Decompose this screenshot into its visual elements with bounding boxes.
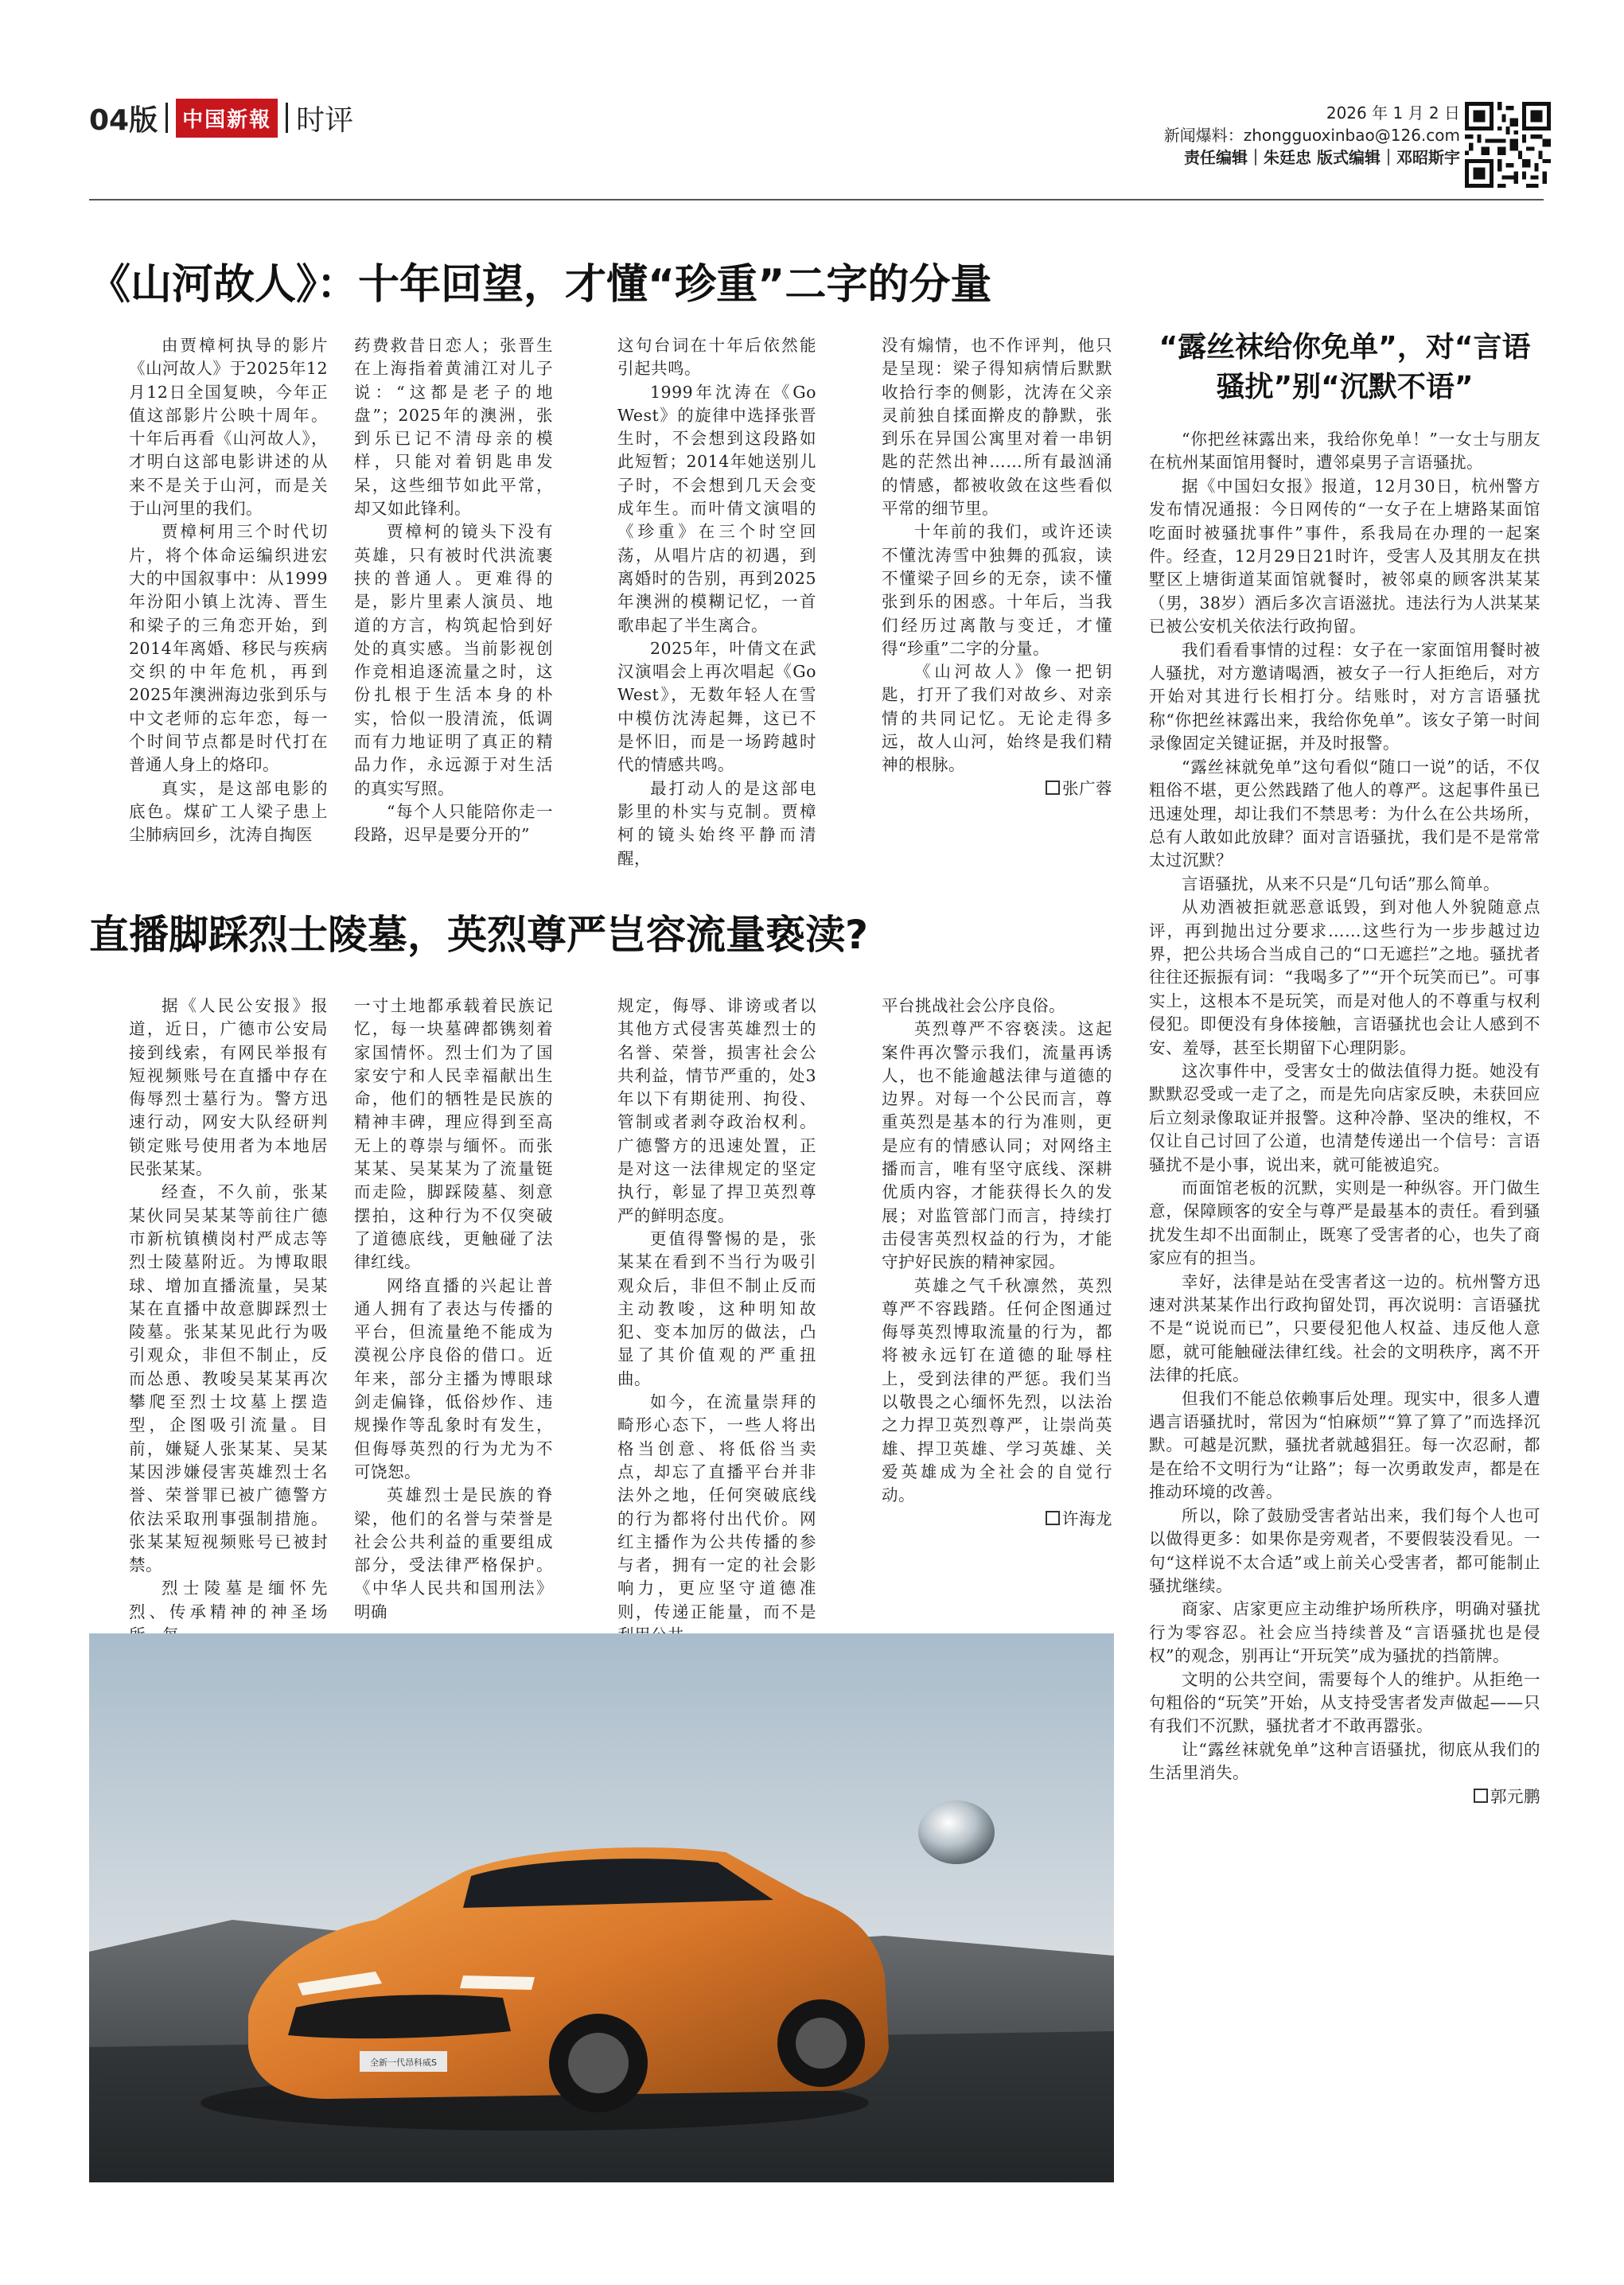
editor-credits: 责任编辑｜朱廷忠 版式编辑｜邓昭斯宇 [1184, 148, 1460, 167]
paragraph: 商家、店家更应主动维护场所秩序，明确对骚扰行为零容忍。社会应当持续普及“言语骚扰也是侵权”的观念，别再让“开玩笑”成为骚扰的挡箭牌。 [1149, 1599, 1540, 1666]
paragraph: 经查，不久前，张某某伙同吴某某等前往广德市新杭镇横岗村严成志等烈士陵墓附近。为博取眼球、增加直播流量，吴某某在直播中故意脚踩烈士陵墓。张某某见此行为吸引观众，非但不制止，反而怂恿、教唆吴某某再次攀爬至烈士坟墓上摆造型，企图吸引流量。目前，嫌疑人张某某、吴某某因涉嫌侵害英雄烈士名誉、荣誉罪已被广德警方依法采取刑事强制措施。张某某短视频账号已被封禁。 [129, 1182, 328, 1575]
license-plate-text: 全新一代昂科威S [370, 2057, 437, 2068]
car-advertisement-image [89, 1633, 1114, 2182]
newspaper-logo: 中国新報 [176, 99, 278, 138]
byline-box-icon [1474, 1789, 1488, 1803]
paragraph: 而面馆老板的沉默，实则是一种纵容。开门做生意，保障顾客的安全与尊严是最基本的责任。看到骚扰发生却不出面制止，既寒了受害者的心，也失了商家应有的担当。 [1149, 1178, 1540, 1268]
paragraph: 文明的公共空间，需要每个人的维护。从拒绝一句粗俗的“玩笑”开始，从支持受害者发声做起——只有我们不沉默，骚扰者才不敢再嚣张。 [1149, 1669, 1540, 1736]
article-title: 《山河故人》：十年回望，才懂“珍重”二字的分量 [89, 261, 992, 309]
paragraph: 让“露丝袜就免单”这种言语骚扰，彻底从我们的生活里消失。 [1149, 1739, 1540, 1783]
header-info [1164, 102, 1460, 169]
paragraph: 药费救昔日恋人；张晋生在上海指着黄浦江对儿子说：“这都是老子的地盘”；2025年的澳洲，张到乐已记不清母亲的模样，只能对着钥匙串发呆，这些细节如此平常，却又如此锋利。 [354, 336, 553, 519]
paragraph: 没有煽情，也不作评判，他只是呈现：梁子得知病情后默默收拾行李的侧影，沈涛在父亲灵前独自揉面擀皮的静默，张到乐在异国公寓里对着一串钥匙的茫然出神……所有最汹涌的情感，都被收敛在这些看似平常的细节里。 [882, 336, 1112, 519]
page-number: 04版 [89, 103, 158, 137]
paragraph: 所以，除了鼓励受害者站出来，我们每个人也可以做得更多：如果你是旁观者，不要假装没看见。一句“这样说不太合适”或上前关心受害者，都可能制止骚扰继续。 [1149, 1505, 1540, 1595]
paragraph: “每个人只能陪你走一段路，迟早是要分开的” [354, 801, 553, 845]
paragraph: 据《人民公安报》报道，近日，广德市公安局接到线索，有网民举报有短视频账号在直播中存在侮辱烈士墓行为。警方迅速行动，网安大队经研判锁定账号使用者为本地居民张某某。 [129, 996, 328, 1179]
article-title: 直播脚踩烈士陵墓，英烈尊严岂容流量亵渎? [89, 912, 869, 958]
article-column [354, 334, 553, 847]
issue-date: 2026 年 1 月 2 日 [1326, 103, 1460, 123]
author-name: 张广蓉 [1062, 778, 1112, 798]
byline-box-icon [1046, 780, 1060, 795]
paragraph: 从劝酒被拒就恶意诋毁，到对他人外貌随意点评，再到抛出过分要求……这些行为一步步越过边界，把公共场合当成自己的“口无遮拦”之地。骚扰者往往还振振有词：“我喝多了”“开个玩笑而已”。可事实上，这根本不是玩笑，而是对他人的不尊重与权利侵犯。即便没有身体接触，言语骚扰也会让人感到不安、羞辱，甚至长期留下心理阴影。 [1149, 897, 1540, 1057]
header-rule [89, 199, 1544, 200]
news-hotline: 新闻爆料：zhongguoxinbao@126.com [1163, 126, 1460, 145]
article-column [617, 995, 816, 1647]
masthead [89, 94, 353, 142]
paragraph: 平台挑战社会公序良俗。 [882, 996, 1065, 1015]
paragraph: 但我们不能总依赖事后处理。现实中，很多人遭遇言语骚扰时，常因为“怕麻烦”“算了算了”而选择沉默。可越是沉默，骚扰者就越猖狂。每一次忍耐，都是在给不文明行为“让路”；每一次勇敢发声，都是在推动环境的改善。 [1149, 1388, 1540, 1502]
paragraph: 网络直播的兴起让普通人拥有了表达与传播的平台，但流量绝不能成为漠视公序良俗的借口。近年来，部分主播为博眼球剑走偏锋，低俗炒作、违规操作等乱象时有发生，但侮辱英烈的行为尤为不可饶恕。 [354, 1275, 553, 1481]
author-byline [1149, 1785, 1540, 1808]
paragraph: 这句台词在十年后依然能引起共鸣。 [617, 336, 816, 379]
author-name: 许海龙 [1062, 1508, 1112, 1528]
paragraph: 我们看看事情的过程：女子在一家面馆用餐时被人骚扰，对方邀请喝酒，被女子一行人拒绝后，对方开始对其进行长相打分。结账时，对方言语骚扰称“你把丝袜露出来，我给你免单”。该女子第一时间录像固定关键证据，并及时报警。 [1149, 640, 1540, 753]
article-column [129, 334, 328, 847]
paragraph: 贾樟柯的镜头下没有英雄，只有被时代洪流裹挟的普通人。更难得的是，影片里素人演员、地道的方言，构筑起恰到好处的真实感。当前影视创作竞相追逐流量之时，这份扎根于生活本身的朴实，恰似一股清流，低调而有力地证明了真正的精品力作，永远源于对生活的真实写照。 [354, 522, 553, 798]
author-byline [882, 777, 1112, 800]
paragraph: 1999年沈涛在《Go West》的旋律中选择张晋生时，不会想到这段路如此短暂；2014年她送别儿子时，不会想到几天会变成年生。而叶倩文演唱的《珍重》在三个时空回荡，从唱片店的初遇，到离婚时的告别，再到2025年澳洲的模糊记忆，一首歌串起了半生离合。 [617, 382, 816, 635]
paragraph: 真实，是这部电影的底色。煤矿工人梁子患上尘肺病回乡，沈涛自掏医 [129, 778, 328, 845]
paragraph: 烈士陵墓是缅怀先烈、传承精神的神圣场 [129, 1578, 328, 1621]
article-column [354, 995, 553, 1624]
paragraph: 据《中国妇女报》报道，12月30日，杭州警方发布情况通报：今日网传的“一女子在上塘路某面馆吃面时被骚扰事件”事件，系我局在办理的一起案件。经查，12月29日21时许，受害人及其朋友在拱墅区上塘街道某面馆就餐时，被邻桌的顾客洪某某（男，38岁）酒后多次言语滋扰。违法行为人洪某某已被公安机关依法行政拘留。 [1149, 476, 1540, 636]
paragraph: 一寸土地都承载着民族记忆，每一块墓碑都镌刻着家国情怀。烈士们为了国家安宁和人民幸福献出生命，他们的牺牲是民族的精神丰碑，理应得到至高无上的尊崇与缅怀。而张某某、吴某某为了流量铤而走险，脚踩陵墓、刻意摆拍，这种行为不仅突破了道德底线，更触碰了法律红线。 [354, 996, 553, 1272]
paragraph: 这次事件中，受害女士的做法值得力挺。她没有默默忍受或一走了之，而是先向店家反映，未获回应后立刻录像取证并报警。这种冷静、坚决的维权，不仅让自己讨回了公道，也清楚传递出一个信号：言语骚扰不是小事，说出来，就可能被追究。 [1149, 1061, 1540, 1174]
article-title: “露丝袜给你免单”，对“言语骚扰”别“沉默不语” [1159, 331, 1531, 403]
article-column [882, 334, 1112, 800]
article-column [617, 334, 816, 870]
paragraph: 英雄之气千秋凛然，英烈尊严不容践踏。任何企图通过侮辱英烈博取流量的行为，都将被永远钉在道德的耻辱柱上，受到法律的严惩。我们当以敬畏之心缅怀先烈，以法治之力捍卫英烈尊严，让崇尚英雄、捍卫英雄、学习英雄、关爱英雄成为全社会的自觉行动。 [882, 1275, 1112, 1505]
paragraph: “你把丝袜露出来，我给你免单！”一女士与朋友在杭州某面馆用餐时，遭邻桌男子言语骚扰。 [1149, 430, 1540, 473]
paragraph: 英烈尊严不容亵渎。这起案件再次警示我们，流量再诱人，也不能逾越法律与道德的边界。对每一个公民而言，尊重英烈是基本的行为准则，更是应有的情感认同；对网络主播而言，唯有坚守底线、深耕优质内容，才能获得长久的发展；对监管部门而言，持续打击侵害英烈权益的行为，才能守护好民族的精神家园。 [882, 1019, 1112, 1272]
author-name: 郭元鹏 [1490, 1786, 1540, 1806]
paragraph: “露丝袜就免单”这句看似“随口一说”的话，不仅粗俗不堪，更公然践踏了他人的尊严。这起事件虽已迅速处理，却让我们不禁思考：为什么在公共场所，总有人敢如此放肆？面对言语骚扰，我们是不是常常太过沉默？ [1149, 757, 1540, 870]
paragraph: 十年前的我们，或许还读不懂沈涛雪中独舞的孤寂，读不懂梁子回乡的无奈，读不懂张到乐的困惑。十年后，当我们经历过离散与变迁，才懂得“珍重”二字的分量。 [882, 522, 1112, 658]
paragraph: 最打动人的是这部电影里的朴实与克制。贾樟柯的镜头始终平静而清醒， [617, 778, 816, 868]
paragraph: 《山河故人》像一把钥匙，打开了我们对故乡、对亲情的共同记忆。无论走得多远，故人山河，始终是我们精神的根脉。 [882, 662, 1112, 775]
paragraph: 贾樟柯用三个时代切片，将个体命运编织进宏大的中国叙事中：从1999年汾阳小镇上沈涛、晋生和梁子的三角恋开始，到2014年离婚、移民与疾病交织的中年危机，再到2025年澳洲海边张到乐与中文老师的忘年恋，每一个时间节点都是时代打在普通人身上的烙印。 [129, 522, 328, 775]
paragraph: 更值得警惕的是，张某某在看到不当行为吸引观众后，非但不制止反而主动教唆，这种明知故犯、变本加厉的做法，凸显了其价值观的严重扭曲。 [617, 1228, 816, 1388]
paragraph: 由贾樟柯执导的影片《山河故人》于2025年12月12日全国复映，今年正值这部影片公映十周年。十年后再看《山河故人》，才明白这部电影讲述的从来不是关于山河，而是关于山河里的我们。 [129, 336, 328, 519]
qr-code-icon [1465, 102, 1551, 188]
byline-box-icon [1046, 1511, 1060, 1525]
divider [166, 103, 168, 133]
author-byline [882, 1508, 1112, 1531]
article-column [129, 995, 328, 1647]
divider [286, 103, 288, 133]
paragraph: 英雄烈士是民族的脊梁，他们的名誉与荣誉是社会公共利益的重要组成部分，受法律严格保护。《中华人民共和国刑法》明确 [354, 1485, 553, 1621]
article-column [1149, 428, 1540, 1808]
paragraph: 幸好，法律是站在受害者这一边的。杭州警方迅速对洪某某作出行政拘留处罚，再次说明：言语骚扰不是“说说而已”，只要侵犯他人权益、违反他人意愿，就可能触碰法律红线。社会的文明秩序，离不开法律的托底。 [1149, 1271, 1540, 1385]
section-name: 时评 [296, 103, 354, 137]
paragraph: 如今，在流量崇拜的畸形心态下，一些人将出格当创意、将低俗当卖点，却忘了直播平台并非法外之地，任何突破底线的行为都将付出代价。网红主播作为公共传播的参与者，拥有一定的社会影响力，更应坚守道德准则，传递正能量，而不是 [617, 1392, 816, 1621]
paragraph: 言语骚扰，从来不只是“几句话”那么简单。 [1182, 874, 1500, 893]
paragraph: 2025年，叶倩文在武汉演唱会上再次唱起《Go West》，无数年轻人在雪中模仿沈涛起舞，这已不是怀旧，而是一场跨越时代的情感共鸣。 [617, 638, 816, 775]
paragraph: 规定，侮辱、诽谤或者以其他方式侵害英雄烈士的名誉、荣誉，损害社会公共利益，情节严重的，处3年以下有期徒刑、拘役、管制或者剥夺政治权利。广德警方的迅速处置，正是对这一法律规定的坚定执行，彰显了捍卫英烈尊严的鲜明态度。 [617, 996, 816, 1225]
article-column [882, 995, 1112, 1531]
